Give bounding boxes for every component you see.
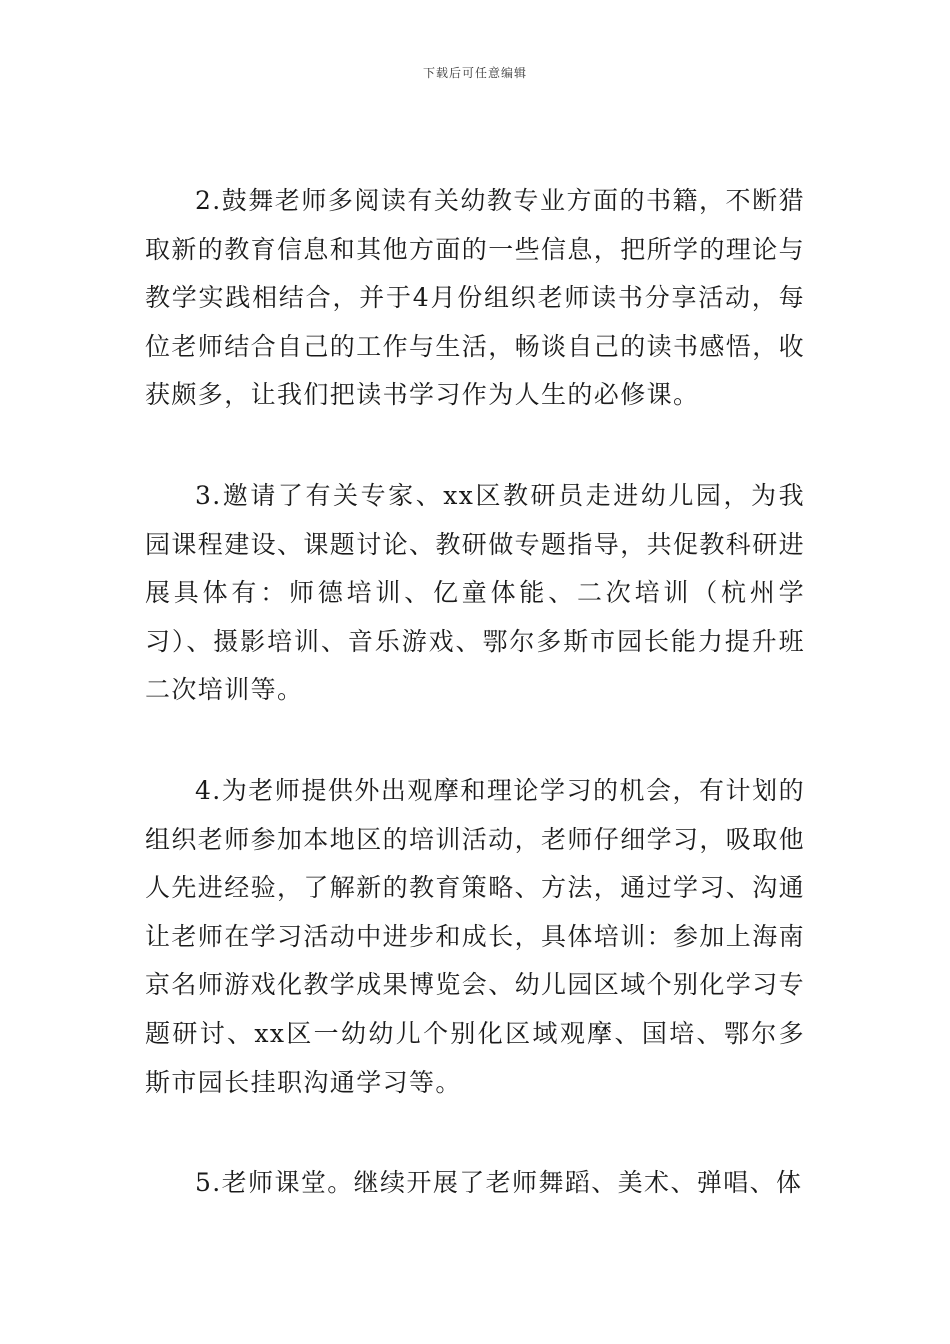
- document-body: [145, 177, 805, 1208]
- paragraph-item-5: 5.老师课堂。继续开展了老师舞蹈、美术、弹唱、体: [195, 1168, 803, 1198]
- paragraph-item-4: 4.为老师提供外出观摩和理论学习的机会，有计划的组织老师参加本地区的培训活动，老师仔细学习，吸取他人先进经验，了解新的教育策略、方法，通过学习、沟通让老师在学习活动中进步和成长，具体培训：参加上海南京名师游戏化教学成果博览会、幼儿园区域个别化学习专题研讨、xx区一幼幼儿个别化区域观摩、国培、鄂尔多斯市园长挂职沟通学习等。: [145, 775, 806, 1097]
- page-header-note: 下载后可任意编辑: [422, 66, 527, 80]
- paragraph-item-2: 2.鼓舞老师多阅读有关幼教专业方面的书籍，不断猎取新的教育信息和其他方面的一些信息，把所学的理论与教学实践相结合，并于4月份组织老师读书分享活动，每位老师结合自己的工作与生活，畅谈自己的读书感悟，收获颇多，让我们把读书学习作为人生的必修课。: [145, 186, 806, 410]
- paragraph-item-3: 3.邀请了有关专家、xx区教研员走进幼儿园，为我园课程建设、课题讨论、教研做专题指导，共促教科研进展具体有：师德培训、亿童体能、二次培训（杭州学习）、摄影培训、音乐游戏、鄂尔多斯市园长能力提升班二次培训等。: [145, 480, 806, 705]
